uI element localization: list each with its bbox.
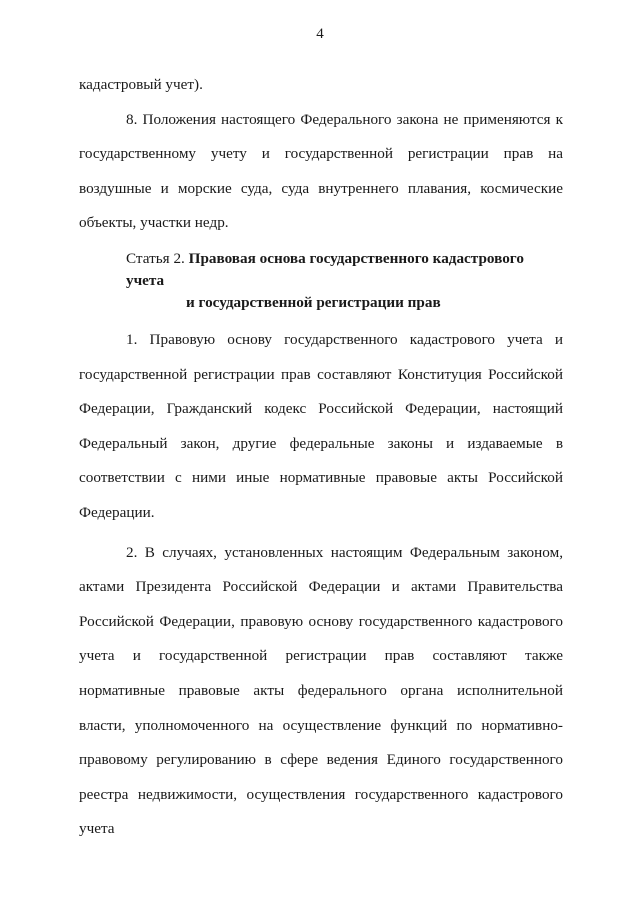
article-2-heading [79,248,563,314]
paragraph-point-1: 1. Правовую основу государственного кадастрового учета и государственной регистрации прав составляют Конституция Российской Федерации, Гражданский кодекс Российской Федерации, настоящий Федеральный закон, другие федеральные законы и издаваемые в соответствии с ними иные нормативные правовые акты Российской Федерации. [79,330,563,521]
paragraph-fragment: кадастровый учет). [79,76,203,93]
paragraph-point-8: 8. Положения настоящего Федерального закона не применяются к государственному учету и государственной регистрации прав на воздушные и морские суда, суда внутреннего плавания, космические объекты, участки недр. [79,110,563,232]
article-2-title-line2: и государственной регистрации прав [186,293,441,311]
page-number: 4 [316,26,324,42]
article-2-prefix: Статья 2. [126,249,185,267]
article-2-title-line1: Правовая основа государственного кадастрового учета [126,249,524,289]
paragraph-point-2: 2. В случаях, установленных настоящим Федеральным законом, актами Президента Российской Федерации и актами Правительства Российской Федерации, правовую основу государственного кадастрового учета и государственной регистрации прав составляют также нормативные правовые акты федерального органа исполнительной власти, уполномоченного на осуществление функций по нормативно-правовому регулированию в сфере ведения Единого государственного реестра недвижимости, осуществления государственного кадастрового учета [79,543,563,838]
document-body [79,68,563,847]
